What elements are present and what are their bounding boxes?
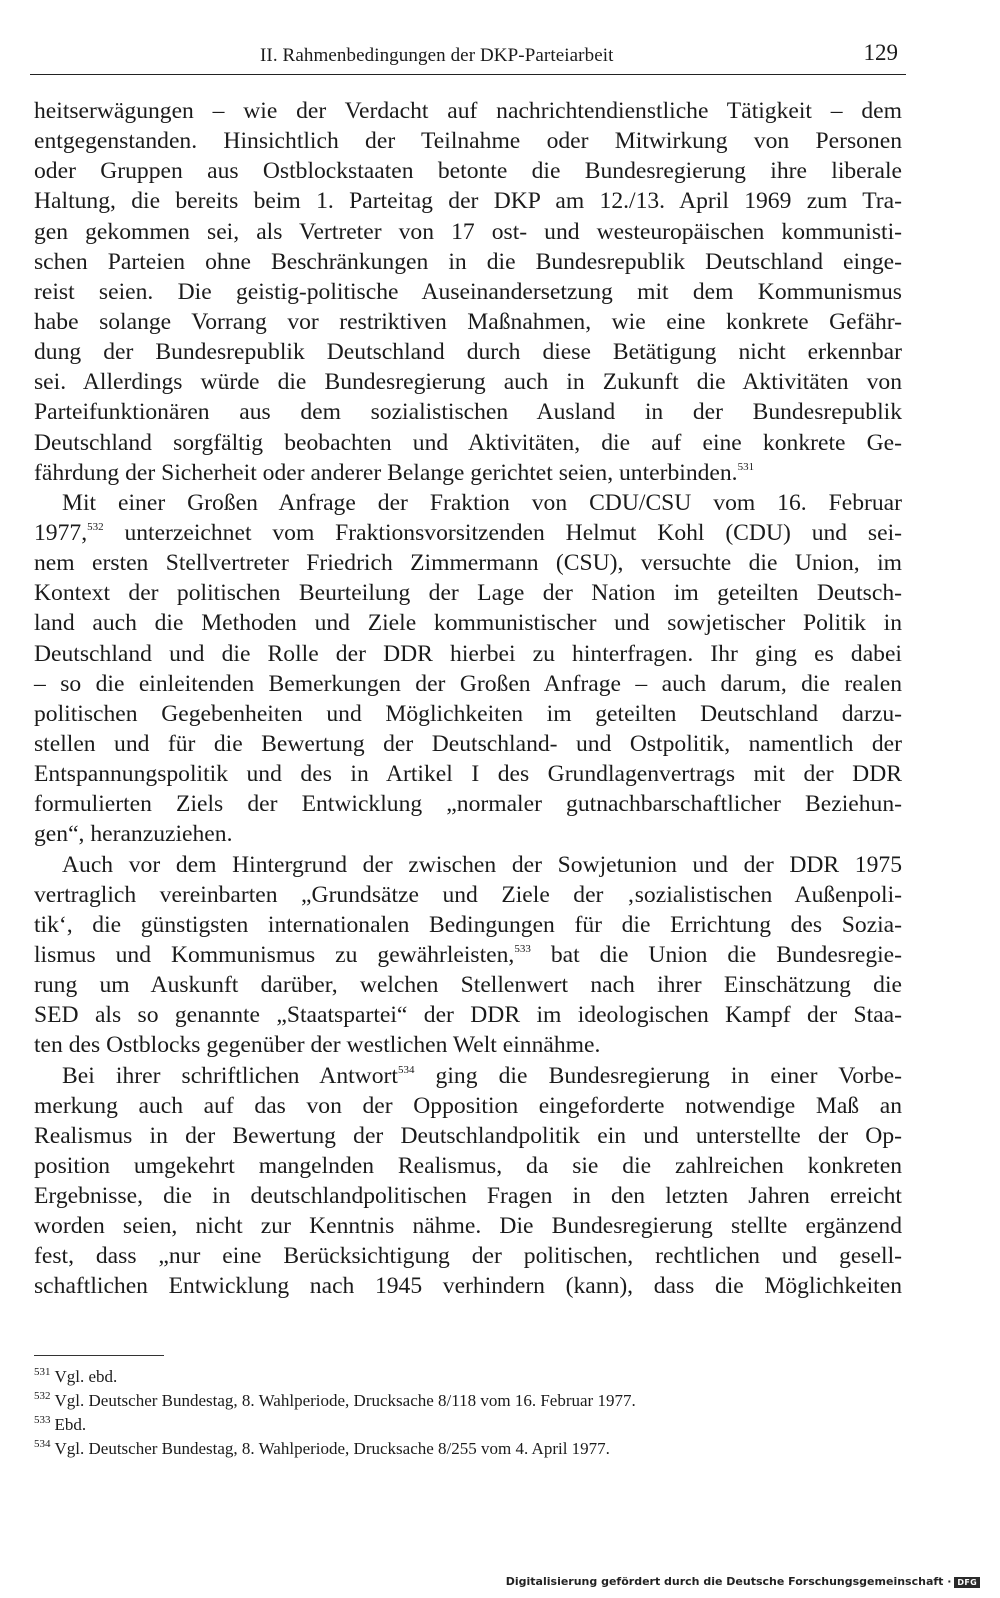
page-number: 129: [863, 40, 898, 65]
text-line: [34, 458, 902, 488]
text-fragment: bat die Union die Bundesregie-: [530, 941, 903, 968]
text-line: ten des Ostblocks gegenüber der westlichen Welt einnähme.: [34, 1032, 601, 1059]
text-line: Haltung, die bereits beim 1. Parteitag der DKP am 12./13. April 1969 zum Tra-: [34, 188, 902, 215]
text-line: fest, dass „nur eine Berücksichtigung der politischen, rechtlichen und gesell-: [34, 1243, 902, 1270]
text-line: [34, 518, 902, 548]
text-line: dung der Bundesrepublik Deutschland durch diese Betätigung nicht erkennbar: [34, 339, 902, 366]
text-fragment: 1977,: [34, 519, 88, 546]
footnote-text: Vgl. ebd.: [54, 1367, 118, 1386]
footnotes: [34, 1360, 902, 1456]
running-header: [30, 40, 906, 75]
footnote-ref-532[interactable]: 532: [87, 520, 104, 533]
text-fragment: Bei ihrer schriftlichen Antwort: [62, 1062, 398, 1089]
dfg-logo-icon: DFG: [954, 1577, 980, 1588]
footnote-532: [34, 1384, 902, 1408]
footnote-number: 531: [34, 1366, 51, 1378]
text-line: Auch vor dem Hintergrund der zwischen der Sowjetunion und der DDR 1975: [62, 851, 902, 878]
text-line: entgegenstanden. Hinsichtlich der Teilnahme oder Mitwirkung von Personen: [34, 128, 902, 155]
footnote-divider: [34, 1355, 164, 1356]
text-line: schaftlichen Entwicklung nach 1945 verhindern (kann), dass die Möglichkeiten: [34, 1273, 902, 1300]
text-line: schen Parteien ohne Beschränkungen in die Bundesrepublik Deutschland einge-: [34, 248, 902, 275]
running-header-title: II. Rahmenbedingungen der DKP-Parteiarbeit: [260, 45, 614, 66]
text-fragment: unterzeichnet vom Fraktionsvorsitzenden Helmut Kohl (CDU) und sei-: [103, 519, 902, 546]
text-fragment: lismus und Kommunismus zu gewährleisten,: [34, 941, 515, 968]
footnote-531: [34, 1360, 902, 1384]
text-line: – so die einleitenden Bemerkungen der Großen Anfrage – auch darum, die realen: [34, 670, 902, 697]
text-line: [34, 1061, 902, 1091]
text-line: vertraglich vereinbarten „Grundsätze und Ziele der ‚sozialistischen Außenpoli-: [34, 881, 902, 908]
text-line: Mit einer Großen Anfrage der Fraktion von CDU/CSU vom 16. Februar: [62, 489, 902, 516]
text-line: Parteifunktionären aus dem sozialistischen Ausland in der Bundesrepublik: [34, 399, 902, 426]
text-line: land auch die Methoden und Ziele kommunistischer und sowjetischer Politik in: [34, 610, 902, 637]
text-line: Ergebnisse, die in deutschlandpolitischen Fragen in den letzten Jahren erreicht: [34, 1183, 902, 1210]
text-line: reist seien. Die geistig-politische Auseinandersetzung mit dem Kommunismus: [34, 278, 902, 305]
text-line: Deutschland sorgfältig beobachten und Aktivitäten, die auf eine konkrete Ge-: [34, 429, 902, 456]
text-line: nem ersten Stellvertreter Friedrich Zimmermann (CSU), versuchte die Union, im: [34, 550, 902, 577]
text-line: gen“, heranzuziehen.: [34, 821, 233, 848]
footnote-number: 532: [34, 1390, 51, 1402]
footnote-number: 533: [34, 1414, 51, 1426]
footnote-text: Vgl. Deutscher Bundestag, 8. Wahlperiode, Drucksache 8/118 vom 16. Februar 1977.: [54, 1391, 636, 1410]
body-text: [34, 96, 902, 1302]
text-line: Realismus in der Bewertung der Deutschlandpolitik ein und unterstellte der Op-: [34, 1122, 902, 1149]
text-line: Entspannungspolitik und des in Artikel I des Grundlagenvertrags mit der DDR: [34, 761, 902, 788]
footnote-ref-531[interactable]: 531: [737, 460, 755, 473]
text-line: sei. Allerdings würde die Bundesregierung auch in Zukunft die Aktivitäten von: [34, 369, 902, 396]
footnote-text: Vgl. Deutscher Bundestag, 8. Wahlperiode, Drucksache 8/255 vom 4. April 1977.: [54, 1439, 610, 1458]
text-line: [34, 940, 902, 970]
text-fragment: fährdung der Sicherheit oder anderer Belange gerichtet seien, unterbinden.: [34, 459, 738, 486]
text-fragment: ging die Bundesregierung in einer Vorbe-: [414, 1062, 902, 1089]
text-line: gen gekommen sei, als Vertreter von 17 ost- und westeuropäischen kommunisti-: [34, 218, 902, 245]
footnote-534: [34, 1432, 902, 1456]
text-line: SED als so genannte „Staatspartei“ der DDR im ideologischen Kampf der Staa-: [34, 1002, 902, 1029]
text-line: Deutschland und die Rolle der DDR hierbei zu hinterfragen. Ihr ging es dabei: [34, 640, 902, 667]
text-line: position umgekehrt mangelnden Realismus, da sie die zahlreichen konkreten: [34, 1152, 902, 1179]
footnote-ref-533[interactable]: 533: [514, 942, 531, 955]
text-line: formulierten Ziels der Entwicklung „normaler gutnachbarschaftlicher Beziehun-: [34, 791, 902, 818]
footnote-number: 534: [34, 1438, 51, 1450]
funding-credit: [506, 1575, 980, 1588]
footnote-533: [34, 1408, 902, 1432]
funding-credit-text: Digitalisierung gefördert durch die Deutsche Forschungsgemeinschaft ·: [505, 1575, 952, 1588]
text-line: tik‘, die günstigsten internationalen Bedingungen für die Errichtung des Sozia-: [34, 911, 902, 938]
text-line: Kontext der politischen Beurteilung der Lage der Nation im geteilten Deutsch-: [34, 580, 902, 607]
text-line: heitserwägungen – wie der Verdacht auf nachrichtendienstliche Tätigkeit – dem: [34, 98, 902, 124]
text-line: stellen und für die Bewertung der Deutschland- und Ostpolitik, namentlich der: [34, 730, 902, 757]
text-line: oder Gruppen aus Ostblockstaaten betonte die Bundesregierung ihre liberale: [34, 158, 902, 185]
text-line: habe solange Vorrang vor restriktiven Maßnahmen, wie eine konkrete Gefähr-: [34, 308, 902, 335]
text-line: merkung auch auf das von der Opposition eingeforderte notwendige Maß an: [34, 1092, 902, 1119]
text-line: worden seien, nicht zur Kenntnis nähme. Die Bundesregierung stellte ergänzend: [34, 1213, 902, 1240]
text-line: politischen Gegebenheiten und Möglichkeiten im geteilten Deutschland darzu-: [34, 700, 902, 727]
footnote-text: Ebd.: [54, 1415, 87, 1434]
text-line: rung um Auskunft darüber, welchen Stellenwert nach ihrer Einschätzung die: [34, 972, 902, 999]
footnote-ref-534[interactable]: 534: [397, 1063, 415, 1076]
